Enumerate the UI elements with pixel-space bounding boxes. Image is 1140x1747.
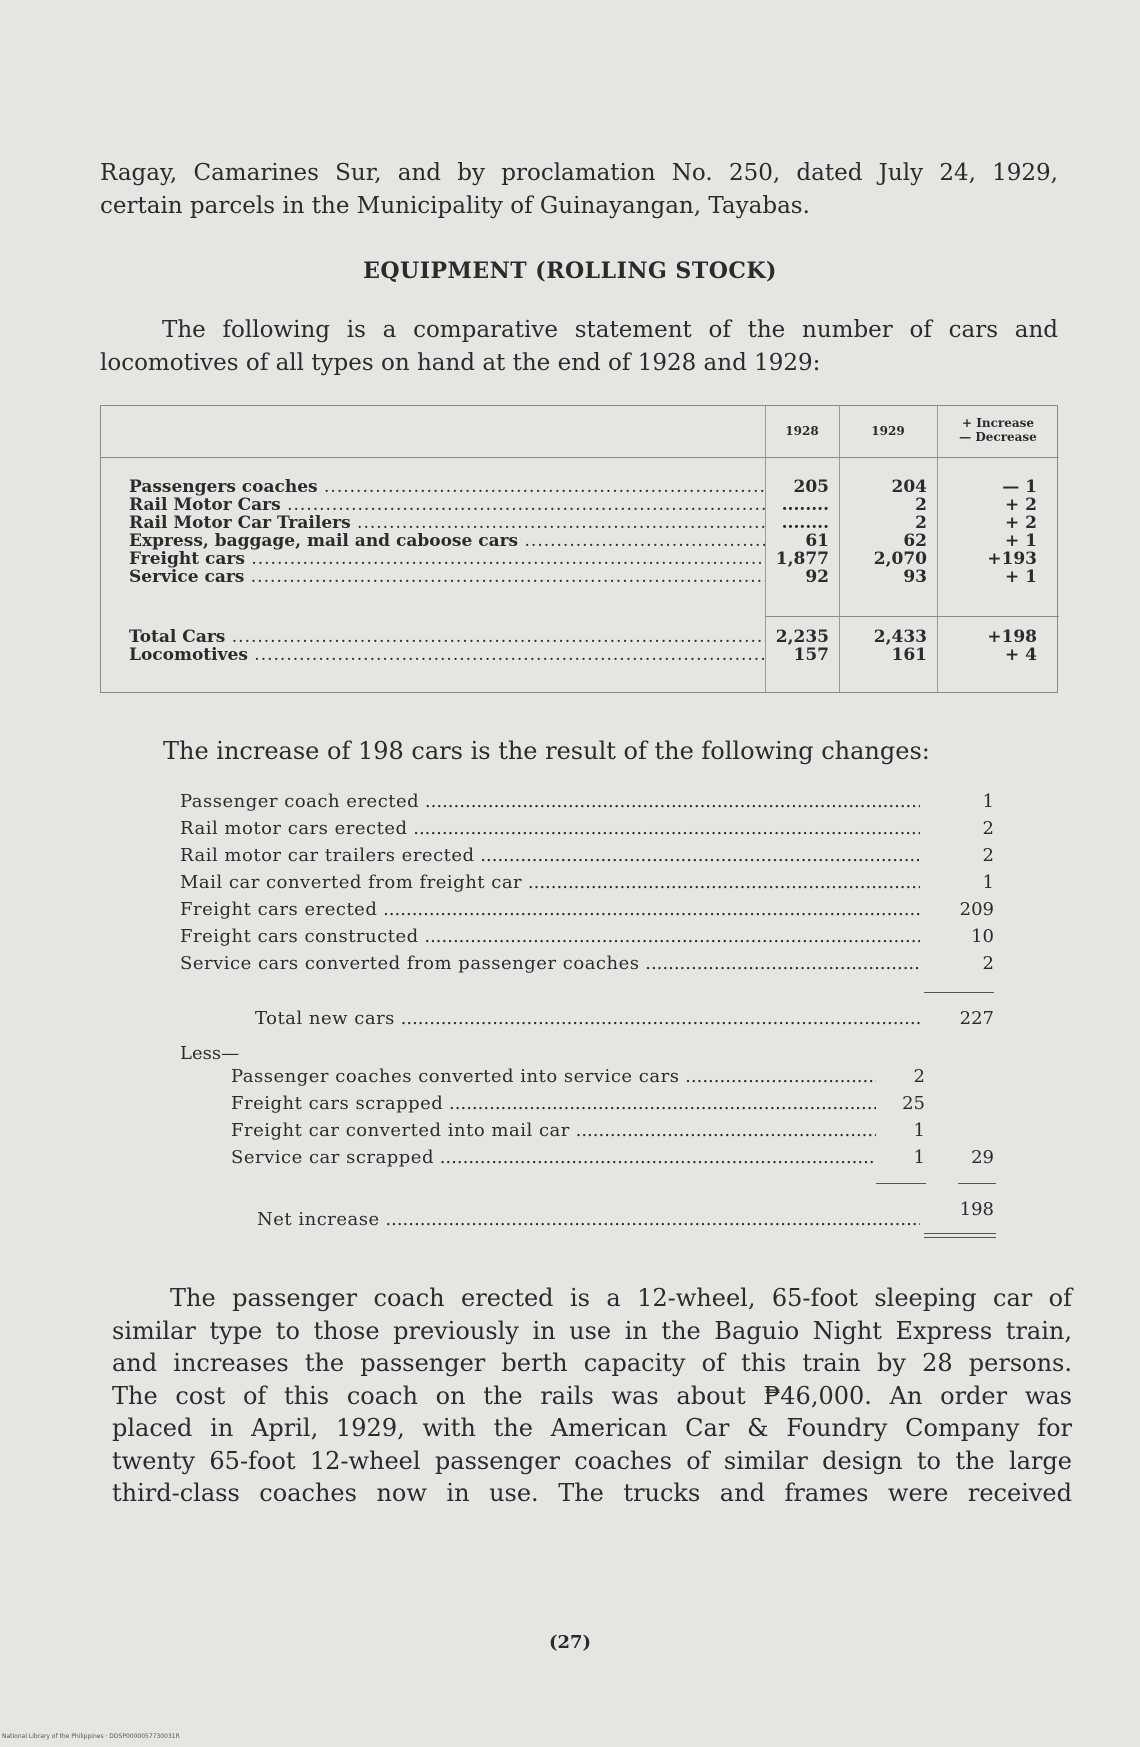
text-line: certain parcels in the Municipality of Guinayangan, Tayabas. bbox=[100, 193, 810, 219]
cell-1928: ........ bbox=[781, 513, 829, 533]
ledger-label: Mail car converted from freight car ..... bbox=[180, 869, 920, 896]
scan-footer: National Library of the Philippines · DDSP0000057730031R bbox=[2, 1733, 180, 1740]
ledger-value: 227 bbox=[959, 1008, 994, 1029]
text-line: The cost of this coach on the rails was about ₱46,000. An order was bbox=[112, 1381, 1072, 1410]
cell-1929: 2 bbox=[915, 495, 927, 515]
text-line: The following is a comparative statement of the number of cars and bbox=[162, 317, 1058, 343]
section-heading: EQUIPMENT (ROLLING STOCK) bbox=[363, 258, 777, 284]
ledger-value: 2 bbox=[982, 845, 994, 866]
cell-change: + 4 bbox=[1005, 645, 1037, 665]
text-line: twenty 65-foot 12-wheel passenger coaches of similar design to the large bbox=[112, 1446, 1072, 1475]
text-line: The increase of 198 cars is the result of the following changes: bbox=[163, 737, 930, 765]
cell-1929: 161 bbox=[891, 645, 927, 665]
row-label: Rail Motor Cars ..... bbox=[129, 496, 765, 514]
subtotal-rule bbox=[924, 992, 994, 993]
ledger-value: 2 bbox=[982, 818, 994, 839]
cell-change: + 2 bbox=[1005, 513, 1037, 533]
cell-1928: 2,235 bbox=[775, 627, 829, 647]
cell-1929: 62 bbox=[903, 531, 927, 551]
ledger-value: 10 bbox=[971, 926, 994, 947]
cell-1928: 1,877 bbox=[775, 549, 829, 569]
ledger-label: Freight cars scrapped ..... bbox=[231, 1090, 876, 1117]
ledger-label: Passenger coaches converted into service cars ..... bbox=[231, 1063, 876, 1090]
cell-1929: 2 bbox=[915, 513, 927, 533]
ledger-value: 25 bbox=[902, 1093, 925, 1114]
cell-1928: 205 bbox=[793, 477, 829, 497]
ledger-label: Total new cars ..... bbox=[255, 1005, 920, 1032]
ledger-value: 209 bbox=[959, 899, 994, 920]
net-increase-value: 198 bbox=[959, 1199, 994, 1220]
less-label: Less— bbox=[180, 1043, 240, 1064]
less-total-value: 29 bbox=[971, 1147, 994, 1168]
ledger-label: Service cars converted from passenger coaches ..... bbox=[180, 950, 920, 977]
ledger-label: Net increase ..... bbox=[257, 1206, 920, 1233]
row-label: Express, baggage, mail and caboose cars ..... bbox=[129, 532, 765, 550]
ledger-value: 1 bbox=[913, 1147, 925, 1168]
row-label: Locomotives ..... bbox=[129, 646, 765, 664]
less-rule bbox=[876, 1183, 926, 1184]
ledger-label: Rail motor car trailers erected ..... bbox=[180, 842, 920, 869]
cell-change: +198 bbox=[987, 627, 1037, 647]
header-decrease: — Decrease bbox=[959, 430, 1037, 444]
ledger-label: Freight cars constructed ..... bbox=[180, 923, 920, 950]
text-line: similar type to those previously in use in the Baguio Night Express train, bbox=[112, 1316, 1072, 1345]
ledger-label: Freight cars erected ..... bbox=[180, 896, 920, 923]
cell-change: +193 bbox=[987, 549, 1037, 569]
text-line: placed in April, 1929, with the American Car & Foundry Company for bbox=[112, 1414, 1072, 1442]
ledger-value: 1 bbox=[982, 791, 994, 812]
cell-1928: 92 bbox=[805, 567, 829, 587]
ledger-value: 2 bbox=[982, 953, 994, 974]
row-label: Rail Motor Car Trailers ..... bbox=[129, 514, 765, 532]
ledger-label: Rail motor cars erected ..... bbox=[180, 815, 920, 842]
cell-1929: 93 bbox=[903, 567, 927, 587]
cell-change: + 1 bbox=[1005, 567, 1037, 587]
double-rule-top bbox=[924, 1233, 996, 1234]
cell-1929: 204 bbox=[891, 477, 927, 497]
text-line: third-class coaches now in use. The trucks and frames were received bbox=[112, 1479, 1072, 1507]
column-header-1929: 1929 bbox=[871, 424, 905, 438]
row-label: Service cars ..... bbox=[129, 568, 765, 586]
column-header-1928: 1928 bbox=[785, 424, 819, 438]
text-line: The passenger coach erected is a 12-wheel, 65-foot sleeping car of bbox=[170, 1284, 1072, 1312]
cell-change: — 1 bbox=[1002, 477, 1037, 497]
page-number: (27) bbox=[548, 1632, 592, 1653]
cell-change: + 1 bbox=[1005, 531, 1037, 551]
cell-1929: 2,070 bbox=[873, 549, 927, 569]
ledger-label: Freight car converted into mail car ..... bbox=[231, 1117, 876, 1144]
header-increase: + Increase bbox=[962, 416, 1034, 430]
text-line: and increases the passenger berth capacity of this train by 28 persons. bbox=[112, 1349, 1072, 1377]
ledger-label: Passenger coach erected ..... bbox=[180, 788, 920, 815]
text-line: locomotives of all types on hand at the end of 1928 and 1929: bbox=[100, 350, 821, 376]
row-label: Freight cars ..... bbox=[129, 550, 765, 568]
ledger-value: 1 bbox=[982, 872, 994, 893]
less-total-rule bbox=[958, 1183, 996, 1184]
ledger-label: Service car scrapped ..... bbox=[231, 1144, 876, 1171]
cell-1929: 2,433 bbox=[873, 627, 927, 647]
double-rule-bottom bbox=[924, 1237, 996, 1238]
row-label: Passengers coaches ..... bbox=[129, 478, 765, 496]
text-line: Ragay, Camarines Sur, and by proclamation No. 250, dated July 24, 1929, bbox=[100, 160, 1058, 186]
cell-1928: 157 bbox=[793, 645, 829, 665]
cell-1928: ........ bbox=[781, 495, 829, 515]
ledger-value: 1 bbox=[913, 1120, 925, 1141]
cell-change: + 2 bbox=[1005, 495, 1037, 515]
row-label: Total Cars ..... bbox=[129, 628, 765, 646]
ledger-value: 2 bbox=[913, 1066, 925, 1087]
closing-paragraph bbox=[112, 1282, 1072, 1510]
cell-1928: 61 bbox=[805, 531, 829, 551]
